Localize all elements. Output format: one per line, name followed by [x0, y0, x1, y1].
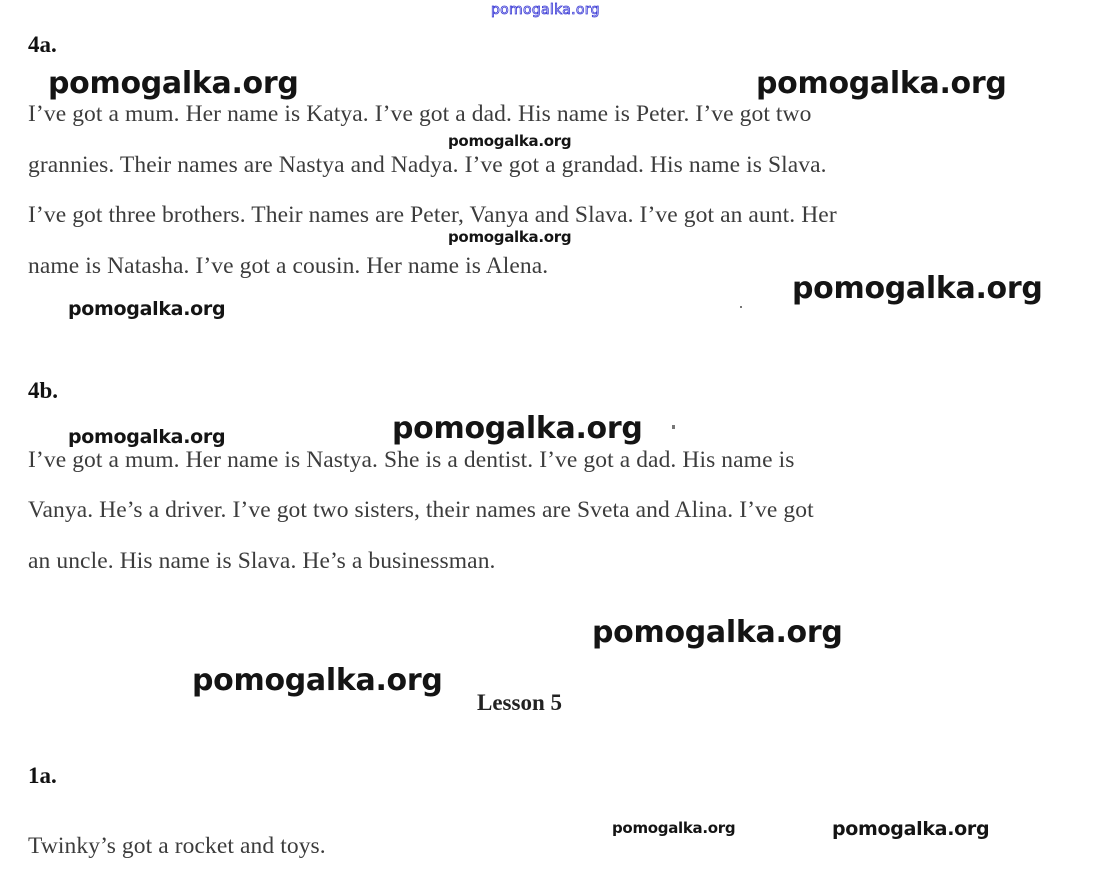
watermark: pomogalka.org — [592, 615, 843, 650]
watermark: pomogalka.org — [48, 66, 299, 101]
watermark: pomogalka.org — [68, 426, 226, 448]
watermark: pomogalka.org — [612, 819, 736, 837]
exercise-heading-4b: 4b. — [28, 378, 59, 403]
text-line: grannies. Their names are Nastya and Nadya. I’ve got a grandad. His name is Slava. — [28, 152, 827, 178]
exercise-heading-4a: 4a. — [28, 32, 57, 57]
watermark: pomogalka.org — [448, 132, 572, 150]
text-line: an uncle. His name is Slava. He’s a businessman. — [28, 548, 496, 574]
watermark-top: pomogalka.org — [491, 2, 600, 18]
watermark: pomogalka.org — [792, 271, 1043, 306]
text-line: Vanya. He’s a driver. I’ve got two sisters, their names are Sveta and Alina. I’ve got — [28, 497, 814, 523]
watermark: pomogalka.org — [392, 411, 643, 446]
text-line: I’ve got a mum. Her name is Nastya. She is a dentist. I’ve got a dad. His name is — [28, 447, 795, 473]
exercise-heading-1a: 1a. — [28, 763, 57, 788]
text-line: name is Natasha. I’ve got a cousin. Her name is Alena. — [28, 253, 549, 279]
scan-speck — [672, 425, 675, 429]
watermark: pomogalka.org — [756, 66, 1007, 101]
lesson-title: Lesson 5 — [477, 690, 562, 715]
text-line: I’ve got a mum. Her name is Katya. I’ve got a dad. His name is Peter. I’ve got two — [28, 101, 812, 127]
scan-speck — [740, 306, 742, 308]
text-line: I’ve got three brothers. Their names are Peter, Vanya and Slava. I’ve got an aunt. Her — [28, 202, 837, 228]
watermark: pomogalka.org — [192, 663, 443, 698]
text-line: Twinky’s got a rocket and toys. — [28, 833, 326, 859]
watermark: pomogalka.org — [832, 818, 990, 840]
watermark: pomogalka.org — [68, 298, 226, 320]
watermark: pomogalka.org — [448, 228, 572, 246]
